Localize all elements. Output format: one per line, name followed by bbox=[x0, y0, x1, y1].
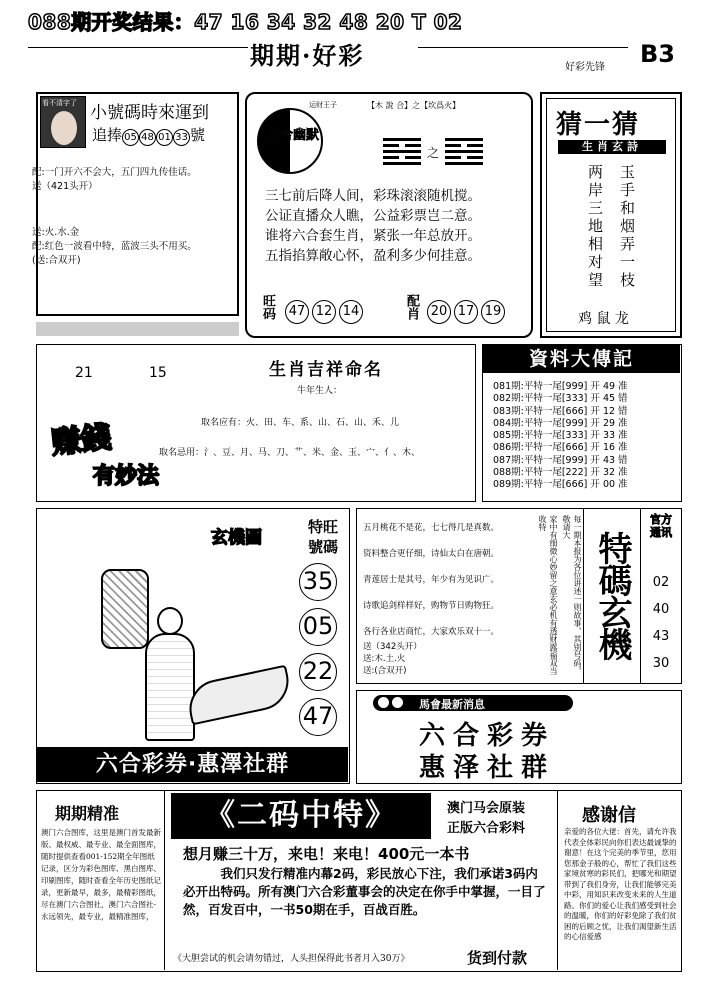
naming-num-a: 21 bbox=[75, 365, 93, 381]
trigram-right bbox=[445, 138, 483, 165]
record-result: 开 33 准 bbox=[590, 430, 628, 442]
chase-number: 01 bbox=[156, 129, 173, 146]
poem-line: 五指掐算敞心怀，盈利多少何挂意。 bbox=[265, 248, 481, 264]
naming-row2-label: 取名忌用： bbox=[159, 448, 205, 458]
poem-box bbox=[245, 92, 533, 338]
bottom-left bbox=[37, 791, 165, 970]
bottom-left-title: 期期精准 bbox=[55, 804, 120, 823]
special-label: 特旺號碼 bbox=[307, 518, 338, 556]
poem-line: 公证直播众人瞧，公益彩票岂二意。 bbox=[265, 208, 481, 224]
xuanji-tag: 玄機圖 bbox=[211, 528, 262, 548]
stone-path bbox=[184, 665, 294, 726]
bottom-right-title: 感谢信 bbox=[582, 805, 636, 826]
xuanji-numbers bbox=[299, 563, 339, 736]
record-result: 开 43 错 bbox=[590, 454, 628, 466]
record-row bbox=[493, 455, 628, 467]
special-title-text: 特碼玄機 bbox=[592, 531, 632, 659]
guess-col-left: 两岸三地相对望 bbox=[586, 164, 604, 290]
result-line: 088期开奖结果：47 16 34 32 48 20 T 02 bbox=[28, 10, 463, 34]
special-side-number: 40 bbox=[652, 602, 670, 617]
xuanji-number: 47 bbox=[299, 698, 337, 736]
verse-line: 诗歌追剑样样好，购物节日购物狂。 bbox=[363, 601, 500, 611]
records-title: 資料大傳記 bbox=[483, 345, 680, 373]
wang-label: 旺码 bbox=[260, 294, 275, 320]
promo-hint: 配:一门开六不会大，五门四九传佳话。 bbox=[32, 167, 197, 178]
yinyang-badge bbox=[257, 108, 323, 174]
pei-label: 配肖 bbox=[404, 294, 419, 320]
brand-top: 赚錢 bbox=[49, 419, 114, 462]
brand-bottom: 有妙法 bbox=[93, 464, 160, 489]
center-footer-note: 《大胆尝试的机会请勿错过，人头担保得此书者月入30万》 bbox=[173, 954, 410, 964]
basket-shape bbox=[101, 569, 149, 649]
ball-icon bbox=[377, 696, 390, 709]
naming-row1-text: 火、田、车、系、山、石、山、禾、儿 bbox=[246, 418, 400, 428]
pei-number: 19 bbox=[481, 300, 505, 324]
special-side-title: 官方通讯 bbox=[650, 513, 672, 539]
poem-top-tag: 【木 說 合】之【坎爲火】 bbox=[367, 101, 461, 110]
naming-subtitle: 牛年生人： bbox=[297, 386, 343, 396]
promo-hint: 送:火.水.金 bbox=[32, 227, 80, 238]
promo-box bbox=[32, 92, 239, 316]
verse-line: 五月桃花不是花，七七得几是真数。 bbox=[363, 523, 500, 533]
naming-num-b: 15 bbox=[149, 365, 167, 381]
record-row bbox=[493, 467, 628, 479]
wang-number: 47 bbox=[285, 300, 309, 324]
news-tag: 馬會最新消息 bbox=[419, 698, 485, 711]
avatar-caption: 看不清字了 bbox=[42, 99, 77, 107]
bottom-box bbox=[36, 790, 682, 972]
center-side1: 澳门马会原装 bbox=[447, 801, 526, 816]
trigram-left bbox=[383, 138, 421, 165]
badge-top: 运财王子 bbox=[309, 101, 337, 109]
promo-headline: 小號碼時來運到 bbox=[90, 103, 209, 123]
xuanji-number: 22 bbox=[299, 653, 337, 691]
avatar-face bbox=[51, 111, 77, 145]
badge-text: 六合幽默 bbox=[266, 128, 319, 143]
verse-line: 各行各业店商忙，大家欢乐双十一。 bbox=[363, 627, 500, 637]
record-period: 087期:平特一尾[999] bbox=[493, 454, 588, 466]
verse-lines bbox=[363, 515, 499, 645]
special-side-numbers bbox=[641, 569, 681, 677]
wang-numbers bbox=[285, 300, 363, 324]
xuanji-box bbox=[36, 508, 350, 784]
figure-head bbox=[157, 607, 183, 635]
records-box bbox=[482, 344, 682, 502]
record-row bbox=[493, 479, 628, 491]
record-period: 083期:平特一尾[666] bbox=[493, 405, 588, 417]
guess-answer: 鸡 鼠 龙 bbox=[578, 311, 629, 327]
record-period: 082期:平特一尾[333] bbox=[493, 393, 588, 405]
guess-subtitle: 生肖玄詩 bbox=[558, 140, 666, 154]
record-result: 开 12 错 bbox=[590, 405, 628, 417]
avatar bbox=[40, 96, 86, 148]
verse-extra bbox=[363, 641, 422, 677]
verse-side-note: 家中有细微心妙留之意玄必机有透财露福双当收特 bbox=[538, 515, 558, 675]
verse-extra-line: 送:木.土.火 bbox=[363, 654, 406, 664]
trigram-joiner: 之 bbox=[427, 146, 440, 160]
pei-number: 20 bbox=[427, 300, 451, 324]
poem-lines bbox=[265, 186, 481, 266]
promo-hint: 配:红色一波看中特，蓝波三头不用买。 bbox=[32, 241, 197, 252]
verse-extra-line: 送:(合双开) bbox=[363, 666, 407, 676]
record-result: 开 49 准 bbox=[590, 381, 628, 392]
record-result: 开 29 准 bbox=[590, 417, 628, 429]
chase-number: 05 bbox=[122, 129, 139, 146]
bottom-left-text: 澳门六合图库，这里是澳门首发最新版、最权威、最专业、最全面图库，随时提供查看001-152期全年图纸记录，区分为彩色图库、黑白图库、印刷图库，随时查看全年历史图纸记录，更新最早，最多，最精彩图纸，尽在澳门六合图社，澳门六合图社-永远领先，最专业，最精准图库， bbox=[41, 828, 161, 921]
record-period: 086期:平特一尾[666] bbox=[493, 442, 588, 454]
record-period: 085期:平特一尾[333] bbox=[493, 430, 588, 442]
record-period: 088期:平特一尾[222] bbox=[493, 467, 588, 479]
poem-line: 三七前后降人间，彩珠滚滚随机搅。 bbox=[265, 188, 481, 204]
record-row bbox=[493, 418, 628, 430]
wang-number: 14 bbox=[339, 300, 363, 324]
naming-title: 生肖吉祥命名 bbox=[269, 360, 383, 380]
guess-title: 猜一猜 bbox=[556, 110, 641, 140]
promo-hint: 送（421头开） bbox=[32, 181, 98, 192]
chase-prefix: 追捧 bbox=[92, 126, 123, 144]
guess-box bbox=[540, 92, 682, 338]
wang-number: 12 bbox=[312, 300, 336, 324]
promo-hint: (送:合双开) bbox=[32, 255, 81, 266]
record-result: 开 32 准 bbox=[590, 467, 628, 479]
verse-line: 资料整合更仔细，诗仙太白在唐朝。 bbox=[363, 549, 500, 559]
special-title bbox=[584, 508, 640, 684]
record-row bbox=[493, 442, 628, 454]
record-result: 开 16 准 bbox=[590, 442, 628, 454]
xuanji-footer: 六合彩券·惠澤社群 bbox=[37, 747, 348, 782]
center-title: 《二码中特》 bbox=[171, 793, 431, 839]
verse-extra-line: 送（342头开） bbox=[363, 642, 422, 652]
pei-numbers bbox=[427, 300, 505, 324]
special-side-number: 02 bbox=[652, 575, 670, 590]
news-box bbox=[356, 690, 682, 784]
record-row bbox=[493, 406, 628, 418]
page-title: 期期·好彩 bbox=[250, 41, 365, 70]
figure-body bbox=[145, 633, 195, 741]
record-row bbox=[493, 430, 628, 442]
xuanji-number: 35 bbox=[299, 563, 337, 601]
page-code: B3 bbox=[640, 40, 675, 68]
guess-col-right: 玉手和烟弄一枝 bbox=[618, 164, 636, 290]
record-row bbox=[493, 393, 628, 405]
verse-line: 青莲居士是其号，年少有为见识广。 bbox=[363, 575, 500, 585]
record-result: 开 45 错 bbox=[590, 393, 628, 405]
center-footer-tag: 货到付款 bbox=[467, 949, 528, 967]
header-rule-right bbox=[418, 47, 628, 48]
header-rule-left bbox=[28, 47, 248, 48]
bottom-right-text: 亲爱的各位大佬：首先，请允许我代表全体彩民向你们表达最诚挚的谢意！在这个完美的季节里，您用您那金子般的心，帮忙了我们这些家境贫寒的彩民们，把哪光和期望带到了我们身旁，让我们能够完美中彩，用知识来改变未来的人生道路。你们的爱心让我们感受到社会的温暖，你们的好彩免除了我们贫困的后顾之忧，让我们渴望新生活的心信爱感 bbox=[564, 827, 677, 941]
center-slogan: 想月赚三十万，来电！来电！400元一本书 bbox=[183, 845, 470, 863]
special-side-number: 30 bbox=[652, 656, 670, 671]
bottom-right bbox=[557, 791, 681, 970]
news-tag-bar bbox=[373, 695, 573, 711]
record-result: 开 00 准 bbox=[590, 479, 628, 491]
ball-icon bbox=[391, 696, 404, 709]
center-paragraph: 我们只发行精准内幕2码，彩民放心下注，我们承诺3码内必开出特码。所有澳门六合彩董事会的决定在你手中掌握，一目了然，百发百中，一书50期在手，百战百胜。 bbox=[183, 866, 546, 917]
chase-number: 33 bbox=[173, 129, 190, 146]
naming-row1 bbox=[201, 415, 399, 428]
center-side2: 正版六合彩料 bbox=[447, 821, 526, 836]
record-period: 081期:平特一尾[999] bbox=[493, 381, 588, 392]
news-line1: 六合彩券 bbox=[419, 721, 556, 751]
xuanji-number: 05 bbox=[299, 608, 337, 646]
record-row bbox=[493, 381, 628, 393]
poem-line: 谁将六合套生肖，紧张一年总放开。 bbox=[265, 228, 481, 244]
record-period: 089期:平特一尾[666] bbox=[493, 479, 588, 491]
pei-number: 17 bbox=[454, 300, 478, 324]
record-period: 084期:平特一尾[999] bbox=[493, 417, 588, 429]
special-side-number: 43 bbox=[652, 629, 670, 644]
verse-box bbox=[356, 508, 584, 684]
verse-side-note: 每一期本报为各位讲述一则故事，其别号码，敬请大 bbox=[562, 515, 582, 675]
special-side-box bbox=[640, 508, 682, 684]
news-line2: 惠泽社群 bbox=[419, 753, 556, 783]
naming-box bbox=[36, 344, 476, 502]
records-list bbox=[493, 381, 628, 492]
naming-row1-label: 取名应有： bbox=[201, 418, 247, 428]
chase-suffix: 號 bbox=[190, 126, 206, 144]
slogan: 好彩先锋 bbox=[565, 62, 605, 73]
illustration bbox=[77, 555, 287, 745]
naming-row2 bbox=[159, 445, 420, 458]
promo-chase bbox=[92, 124, 205, 146]
naming-row2-text: 氵、豆、月、马、刀、艹、米、金、玉、宀、亻、木、 bbox=[204, 448, 421, 458]
chase-number: 48 bbox=[139, 129, 156, 146]
gray-bar bbox=[36, 322, 239, 336]
